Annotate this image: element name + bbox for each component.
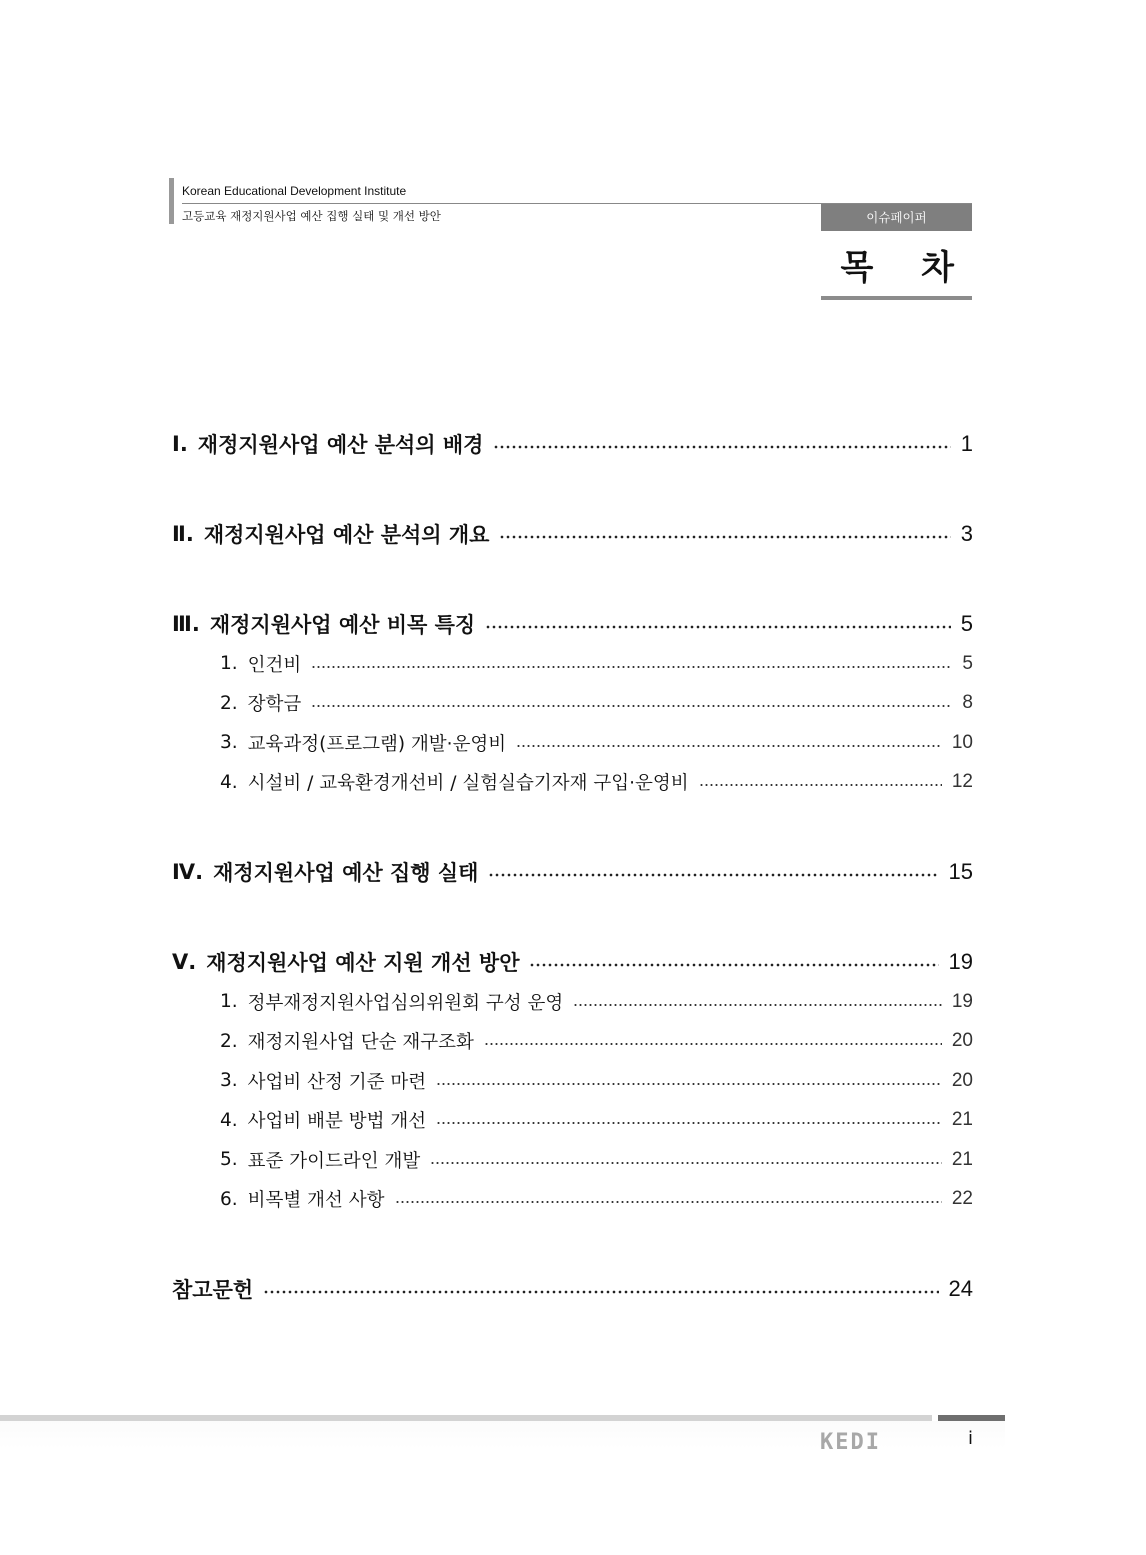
toc-entry-page: 3: [960, 521, 973, 546]
toc-section: [172, 514, 973, 554]
dot-leader: [436, 1119, 942, 1127]
toc-entry-page: 15: [948, 859, 973, 884]
toc-subentry-number: 2.: [220, 1030, 238, 1052]
toc-subentry-number: 5.: [220, 1149, 238, 1171]
toc-subentry[interactable]: [172, 1061, 973, 1101]
toc-subentry-page: 20: [951, 1030, 973, 1052]
toc-subentry-number: 4.: [220, 1109, 238, 1131]
toc-section: [172, 942, 973, 1219]
dot-leader: [485, 623, 951, 631]
page-title: 목 차: [840, 248, 972, 288]
toc-section: [172, 1269, 973, 1309]
toc-entry-page: 5: [960, 611, 973, 636]
document-title: 고등교육 재정지원사업 예산 집행 실태 및 개선 방안: [182, 209, 441, 223]
toc-subentry-label: 표준 가이드라인 개발: [247, 1150, 421, 1172]
toc-subentry-number: 1.: [220, 653, 238, 675]
dot-leader: [499, 533, 950, 541]
toc-subentry[interactable]: [172, 1140, 973, 1180]
toc-entry[interactable]: [172, 852, 973, 892]
toc-section: [172, 604, 973, 802]
toc-subentry-label: 장학금: [247, 694, 302, 716]
toc-subentry[interactable]: [172, 1022, 973, 1062]
dot-leader: [484, 1040, 942, 1048]
dot-leader: [516, 742, 942, 750]
institute-name: Korean Educational Development Institute: [182, 184, 407, 198]
toc-entry-number: Ⅱ.: [172, 522, 194, 546]
toc-subentry[interactable]: [172, 684, 973, 724]
toc-entry-page: 24: [948, 1276, 973, 1301]
toc-entry-label: 재정지원사업 예산 분석의 개요: [203, 523, 490, 547]
toc-section: [172, 852, 973, 892]
toc-entry-page: 1: [960, 431, 973, 456]
toc-subentry-number: 1.: [220, 991, 238, 1013]
toc-entry[interactable]: [172, 424, 973, 464]
page-number: i: [968, 1428, 974, 1449]
toc-entry-label: 재정지원사업 예산 집행 실태: [213, 861, 479, 885]
toc-subentry-number: 4.: [220, 771, 238, 793]
toc-subentry[interactable]: [172, 644, 973, 684]
toc-subentry-label: 비목별 개선 사항: [247, 1190, 385, 1212]
toc-subentry-number: 3.: [220, 1070, 238, 1092]
toc-entry-label: 재정지원사업 예산 분석의 배경: [197, 433, 484, 457]
toc-subentry-page: 21: [951, 1109, 973, 1131]
dot-leader: [311, 663, 952, 671]
toc-subentry[interactable]: [172, 1101, 973, 1141]
dot-leader: [573, 1001, 942, 1009]
toc-subentry-page: 10: [951, 731, 973, 753]
toc-subentry-label: 정부재정지원사업심의위원회 구성 운영: [247, 992, 564, 1014]
toc-subentry-number: 3.: [220, 732, 238, 754]
dot-leader: [395, 1198, 942, 1206]
toc-entry[interactable]: [172, 604, 973, 644]
toc-entry[interactable]: [172, 942, 973, 982]
toc-subentry-page: 22: [951, 1188, 973, 1210]
dot-leader: [493, 443, 950, 451]
toc-entry-page: 19: [948, 949, 973, 974]
toc-entry-label: 재정지원사업 예산 지원 개선 방안: [206, 951, 520, 975]
toc-subentry-number: 2.: [220, 692, 238, 714]
dot-leader: [488, 871, 938, 879]
toc-entry-number: Ⅰ.: [172, 432, 188, 456]
toc-entry[interactable]: [172, 514, 973, 554]
dot-leader: [699, 781, 942, 789]
toc-subentry-page: 8: [962, 692, 973, 714]
toc-subentry-label: 시설비 / 교육환경개선비 / 실험실습기자재 구입·운영비: [247, 773, 689, 795]
kedi-logo: KEDI: [820, 1430, 881, 1455]
toc-entry-number: Ⅲ.: [172, 612, 200, 636]
dot-leader: [430, 1159, 942, 1167]
toc-subentry-label: 인건비: [247, 654, 302, 676]
toc-subentry-page: 19: [951, 990, 973, 1012]
dot-leader: [529, 961, 938, 969]
table-of-contents: [172, 424, 973, 1359]
toc-entry-label: 재정지원사업 예산 비목 특징: [209, 613, 476, 637]
toc-subentry-label: 교육과정(프로그램) 개발·운영비: [247, 733, 507, 755]
toc-subentry-label: 사업비 산정 기준 마련: [247, 1071, 427, 1093]
toc-subentry-page: 21: [951, 1148, 973, 1170]
title-underline: [821, 296, 972, 300]
toc-subentry[interactable]: [172, 982, 973, 1022]
dot-leader: [263, 1288, 938, 1296]
toc-section: [172, 424, 973, 464]
toc-subentry-page: 20: [951, 1069, 973, 1091]
toc-entry-number: Ⅳ.: [172, 860, 204, 884]
toc-subentry-page: 12: [951, 771, 973, 793]
toc-entry-label: 참고문헌: [172, 1278, 254, 1302]
issue-paper-badge: 이슈페이퍼: [821, 204, 972, 231]
toc-subentry-label: 사업비 배분 방법 개선: [247, 1111, 427, 1133]
header-accent-bar: [169, 178, 174, 224]
toc-subentry[interactable]: [172, 763, 973, 803]
toc-entry[interactable]: [172, 1269, 973, 1309]
toc-subentry-label: 재정지원사업 단순 재구조화: [247, 1032, 474, 1054]
toc-entry-number: Ⅴ.: [172, 950, 197, 974]
dot-leader: [436, 1080, 942, 1088]
toc-subentry-number: 6.: [220, 1188, 238, 1210]
toc-subentry-page: 5: [962, 652, 973, 674]
dot-leader: [311, 702, 952, 710]
toc-subentry[interactable]: [172, 1180, 973, 1220]
toc-subentry[interactable]: [172, 723, 973, 763]
